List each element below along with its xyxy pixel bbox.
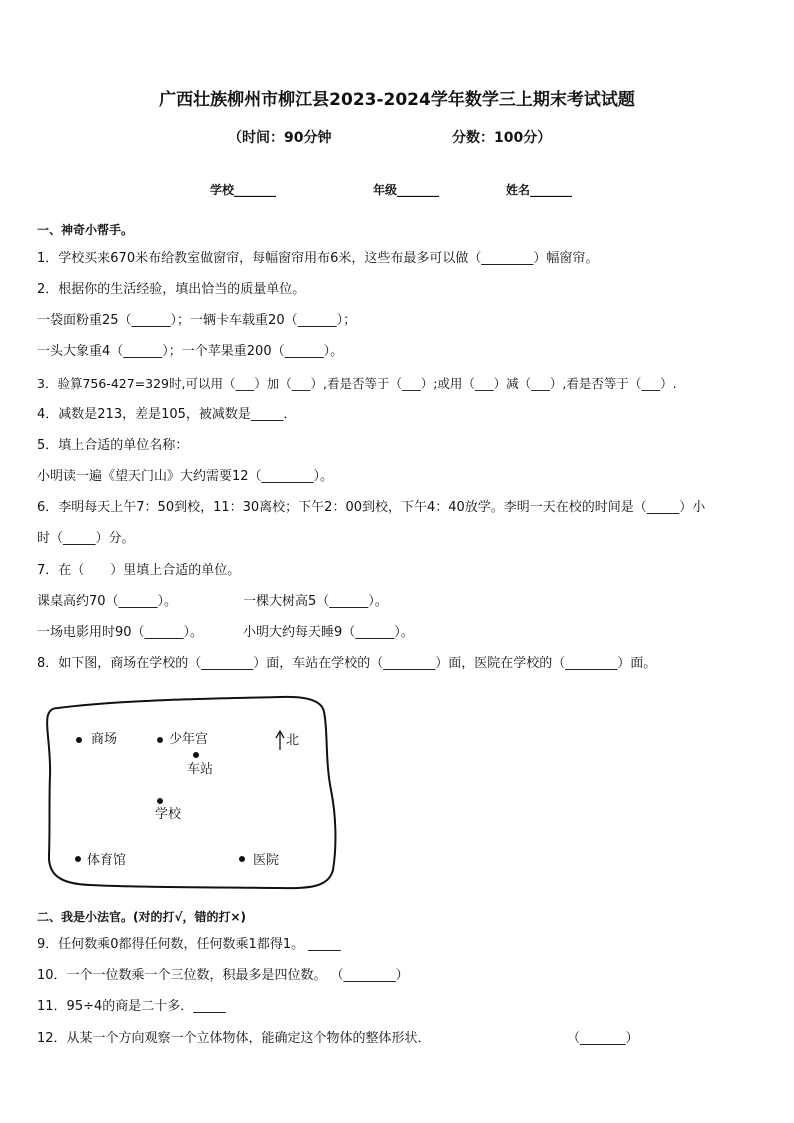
- map-label-youth-palace: 少年宫: [169, 732, 209, 747]
- grade-field[interactable]: 年级_______: [373, 183, 440, 197]
- exam-time: （时间：90分钟: [228, 130, 332, 146]
- name-field[interactable]: 姓名_______: [506, 183, 573, 197]
- question-line: 小明读一遍《望天门山》大约需要12（________）。: [37, 469, 334, 484]
- question-line: 一头大象重4（______）；一个苹果重200（______）。: [37, 344, 344, 359]
- mall-dot: [76, 737, 82, 743]
- school-dot: [157, 798, 163, 804]
- section-heading: 一、神奇小帮手。: [37, 223, 134, 237]
- question-line: 4．减数是213，差是105，被减数是_____．: [37, 407, 297, 422]
- question-line: 2．根据你的生活经验，填出恰当的质量单位。: [37, 282, 306, 297]
- question-line: 10．一个一位数乘一个三位数，积最多是四位数。 （________）: [37, 968, 409, 983]
- map-label-school: 学校: [155, 807, 182, 822]
- question-line: 1．学校买来670米布给教室做窗帘，每幅窗帘用布6米，这些布最多可以做（________）幅窗帘。: [37, 251, 599, 266]
- map-label-hospital: 医院: [253, 853, 280, 868]
- question-line: 课桌高约70（______）。: [37, 594, 178, 609]
- question-line: 一场电影用时90（______）。: [37, 625, 204, 640]
- answer-blank[interactable]: （_______）: [567, 1031, 639, 1046]
- map-label-station: 车站: [187, 762, 214, 777]
- exam-score: 分数：100分）: [452, 130, 552, 146]
- question-line: 3．验算756-427=329时,可以用（___）加（___）,看是否等于（___）;或用（___）减（___）,看是否等于（___）.: [37, 376, 677, 391]
- question-line: 5．填上合适的单位名称：: [37, 438, 189, 453]
- page-title: 广西壮族柳州市柳江县2023-2024学年数学三上期末考试试题: [159, 90, 635, 110]
- question-line: 8．如下图，商场在学校的（________）面，车站在学校的（________）面，医院在学校的（________）面。: [37, 656, 657, 671]
- question-line: 一棵大树高5（______）。: [243, 594, 388, 609]
- question-line: 时（_____）分。: [37, 531, 135, 546]
- section-heading: 二、我是小法官。(对的打√，错的打×): [37, 910, 247, 924]
- youth-palace-dot: [157, 737, 163, 743]
- question-line: 小明大约每天睡9（______）。: [243, 625, 414, 640]
- school-field[interactable]: 学校_______: [210, 183, 277, 197]
- map-label-gym: 体育馆: [87, 853, 127, 868]
- question-line: 11．95÷4的商是二十多．_____: [37, 999, 226, 1014]
- hospital-dot: [239, 856, 245, 862]
- station-dot: [193, 752, 199, 758]
- map-label-mall: 商场: [91, 732, 118, 747]
- question-line: 6．李明每天上午7：50到校，11：30离校；下午2：00到校，下午4：40放学。李明一天在校的时间是（_____）小: [37, 500, 706, 515]
- question-line: 12．从某一个方向观察一个立体物体，能确定这个物体的整体形状．: [37, 1031, 431, 1046]
- question-line: 7．在（ ）里填上合适的单位。: [37, 563, 241, 578]
- question-line: 一袋面粉重25（______）；一辆卡车载重20（______）；: [37, 313, 357, 328]
- question-line: 9．任何数乘0都得任何数，任何数乘1都得1。 _____: [37, 937, 341, 952]
- map-label-north: 北: [286, 733, 300, 748]
- gym-dot: [75, 856, 81, 862]
